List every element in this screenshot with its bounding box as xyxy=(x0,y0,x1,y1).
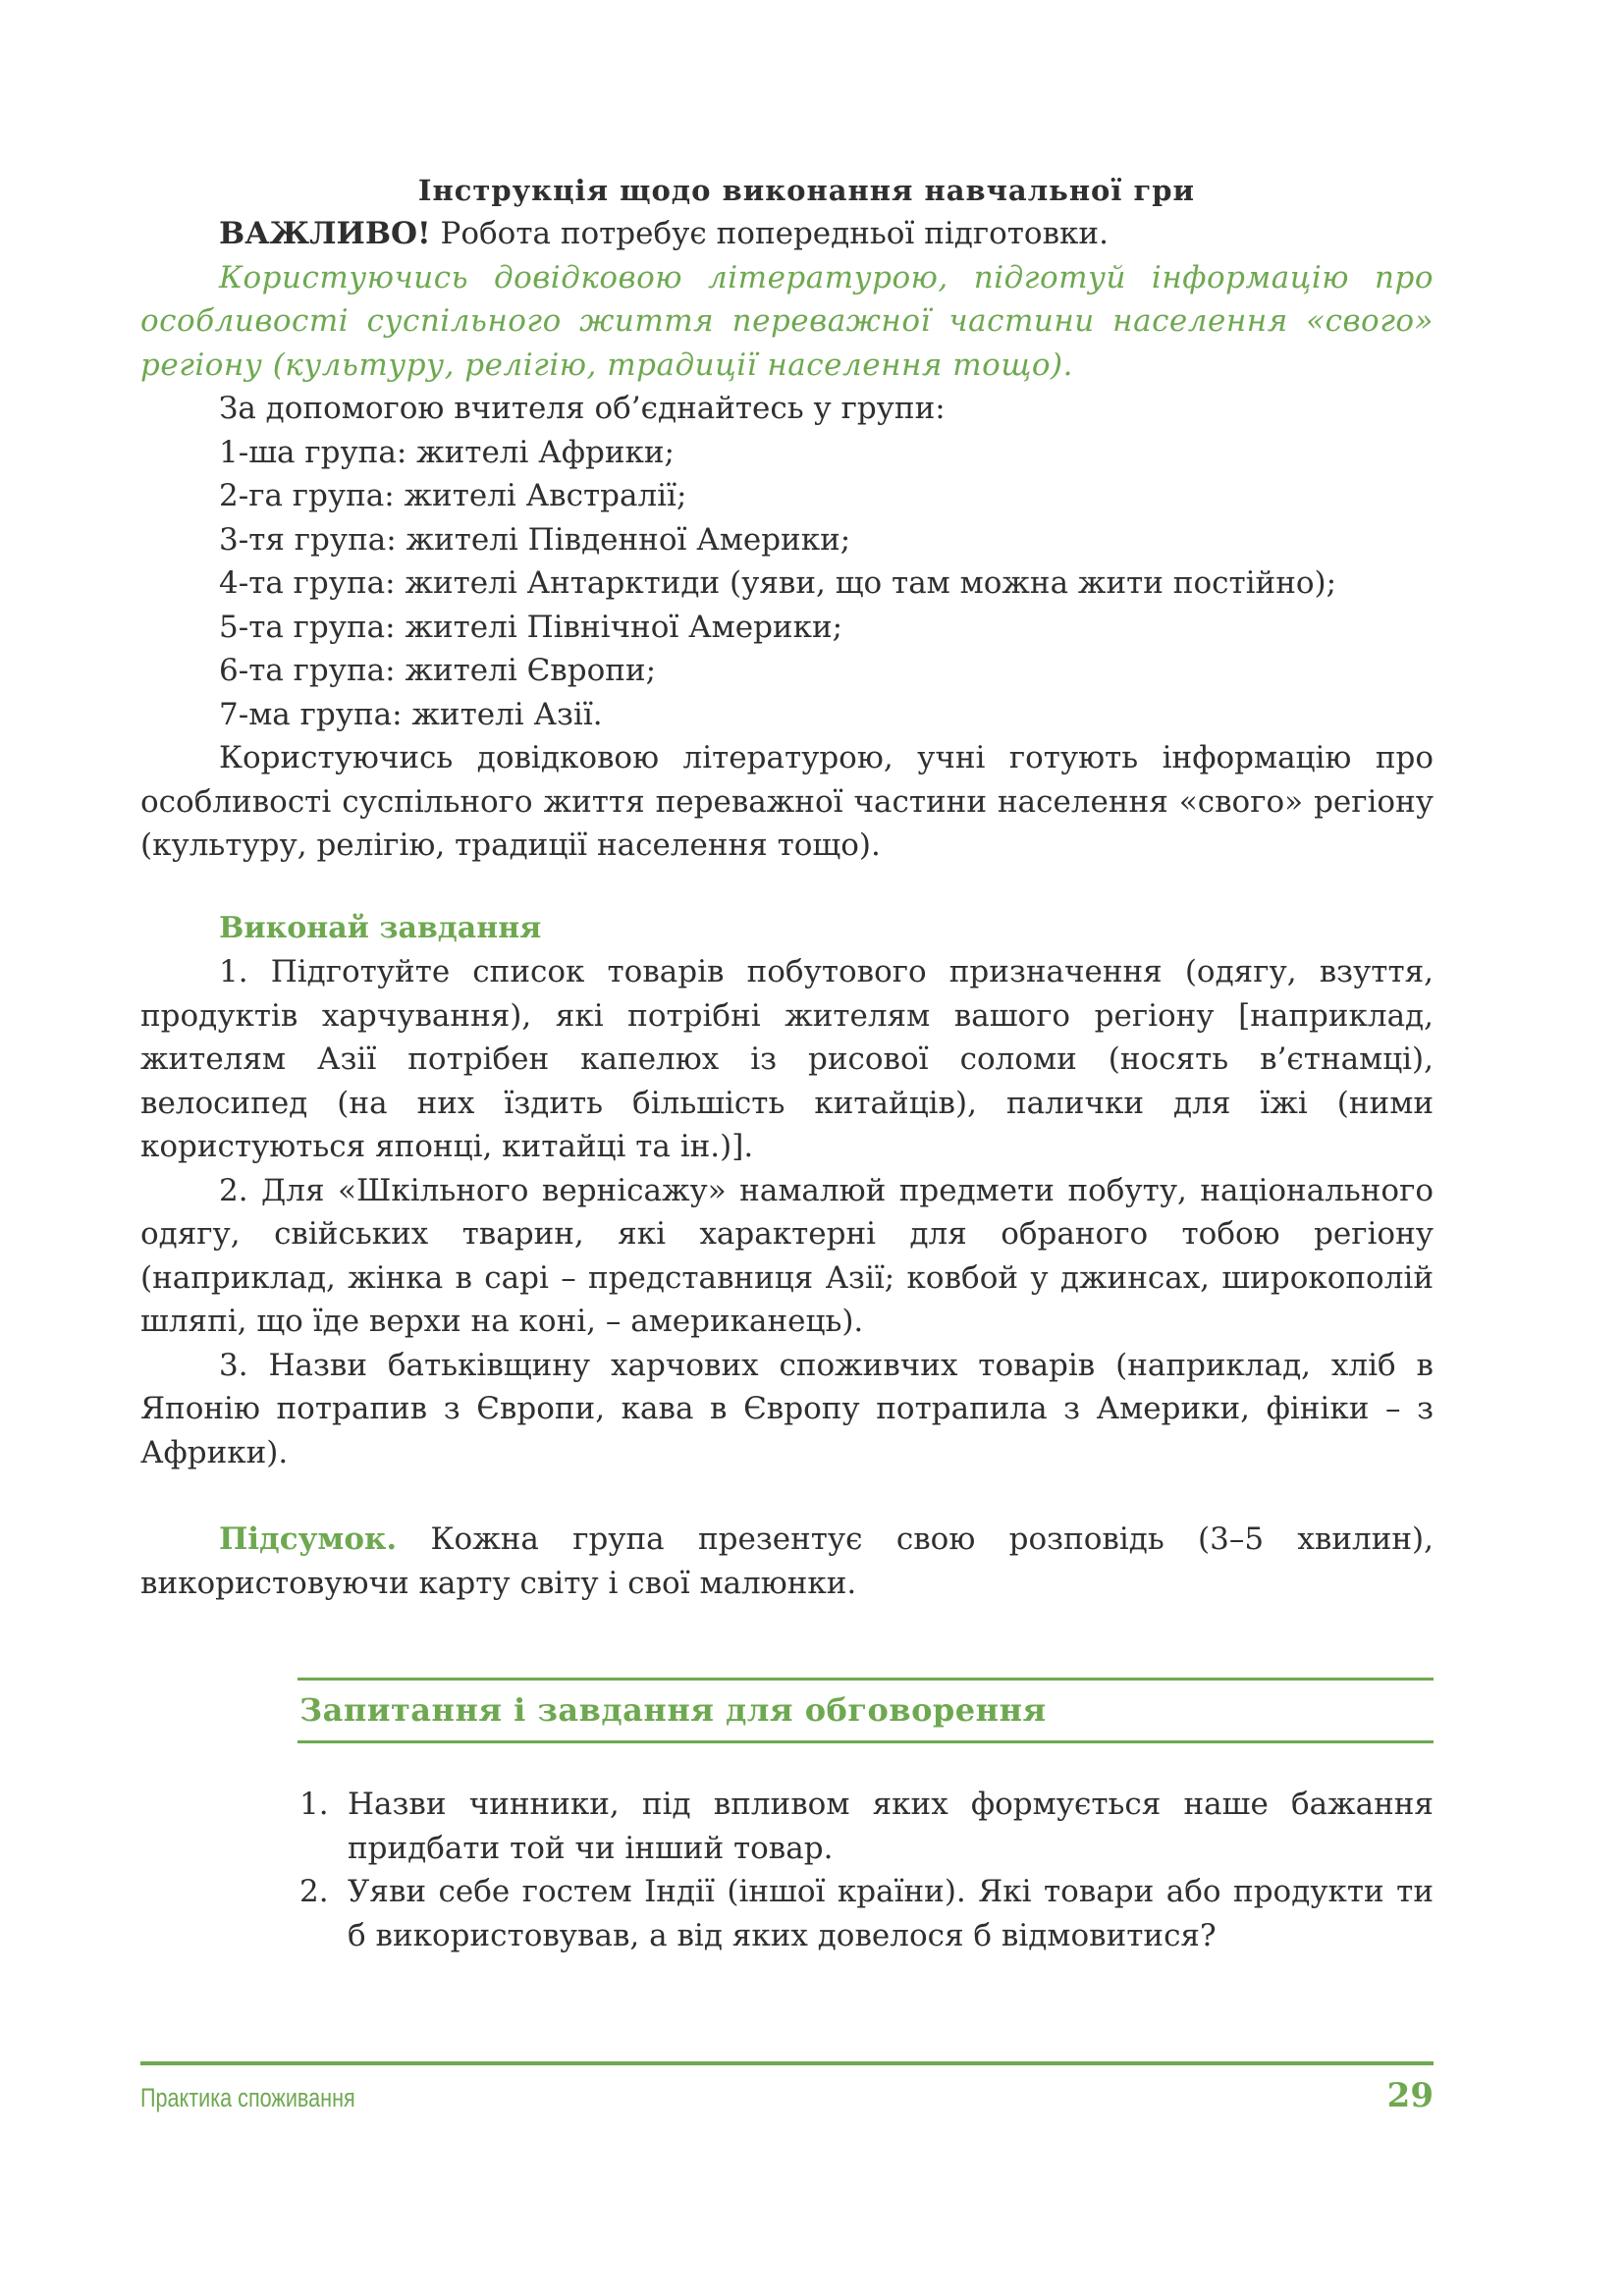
page-content xyxy=(140,169,1434,1957)
summary-label: Підсумок. xyxy=(219,1522,398,1557)
groups-intro: За допомогою вчителя об’єднайтесь у групи: xyxy=(219,391,946,426)
task-item: 1. Підготуйте список товарів побутового призначення (одягу, взуття, продуктів харчування), які потрібні жителям вашого регіону [наприклад, жителям Азії потрібен капелюх із рисової соломи (носять в’єтнамці), велосипед (на них їздить більшість китайців), палички для їжі (ними користуються японці, китайці та ін.)]. xyxy=(140,954,1434,1164)
group-item: 2-га група: жителі Австралії; xyxy=(219,478,687,513)
footer-section-name: Практика споживання xyxy=(140,2083,355,2112)
question-number: 1. xyxy=(299,1787,329,1822)
question-item xyxy=(298,1870,1434,1957)
question-list xyxy=(298,1783,1434,1957)
question-number: 2. xyxy=(299,1874,329,1909)
important-label: ВАЖЛИВО! xyxy=(219,216,431,251)
group-item: 3-тя група: жителі Південної Америки; xyxy=(219,521,851,558)
summary-text: Кожна група презентує свою розповідь (3–5 хвилин), використовуючи карту світу і свої малюнки. xyxy=(140,1522,1434,1601)
preparation-note: Користуючись довідковою літературою, підготуй інформацію про особливості суспільного життя переважної частини населення «свого» регіону (культуру, релігію, традиції населення тощо). xyxy=(140,259,1434,383)
important-text: Робота потребує попередньої підготовки. xyxy=(430,216,1109,251)
task-item: 3. Назви батьківщину харчових споживчих товарів (наприклад, хліб в Японію потрапив з Європи, кава в Європу потрапила з Америки, фініки – з Африки). xyxy=(140,1347,1434,1470)
group-item: 4-та група: жителі Антарктиди (уяви, що там можна жити постійно); xyxy=(219,565,1337,601)
task-heading: Виконай завдання xyxy=(219,910,542,945)
important-notice xyxy=(140,212,1434,256)
closing-paragraph: Користуючись довідковою літературою, учні готують інформацію про особливості суспільного життя переважної частини населення «свого» регіону (культуру, релігію, традиції населення тощо). xyxy=(140,740,1434,863)
discussion-questions-title: Запитання і завдання для обговорення xyxy=(299,1691,1047,1729)
question-text: Назви чинники, під впливом яких формується наше бажання придбати той чи інший товар. xyxy=(348,1787,1434,1866)
discussion-questions-box xyxy=(298,1678,1434,1957)
task-item: 2. Для «Шкільного вернісажу» намалюй предмети побуту, національного одягу, свійських тварин, які характерні для обраного тобою регіону (наприклад, жінка в сарі – представниця Азії; ковбой у джинсах, широкополій шляпі, що їде верхи на коні, – американець). xyxy=(140,1172,1434,1339)
question-item xyxy=(298,1783,1434,1870)
question-text: Уяви себе гостем Індії (іншої країни). Які товари або продукти ти б використовував, а від яких довелося б відмовитися? xyxy=(348,1874,1434,1953)
group-item: 1-ша група: жителі Африки; xyxy=(219,434,675,470)
page-number: 29 xyxy=(1386,2076,1434,2115)
group-item: 5-та група: жителі Північної Америки; xyxy=(219,609,843,645)
box-bottom-rule xyxy=(298,1740,1434,1743)
group-item: 6-та група: жителі Європи; xyxy=(219,653,657,688)
summary-paragraph xyxy=(140,1518,1434,1605)
group-item: 7-ма група: жителі Азії. xyxy=(219,696,603,732)
footer-rule xyxy=(140,2061,1434,2065)
instruction-title: Інструкція щодо виконання навчальної гри xyxy=(417,174,1196,207)
